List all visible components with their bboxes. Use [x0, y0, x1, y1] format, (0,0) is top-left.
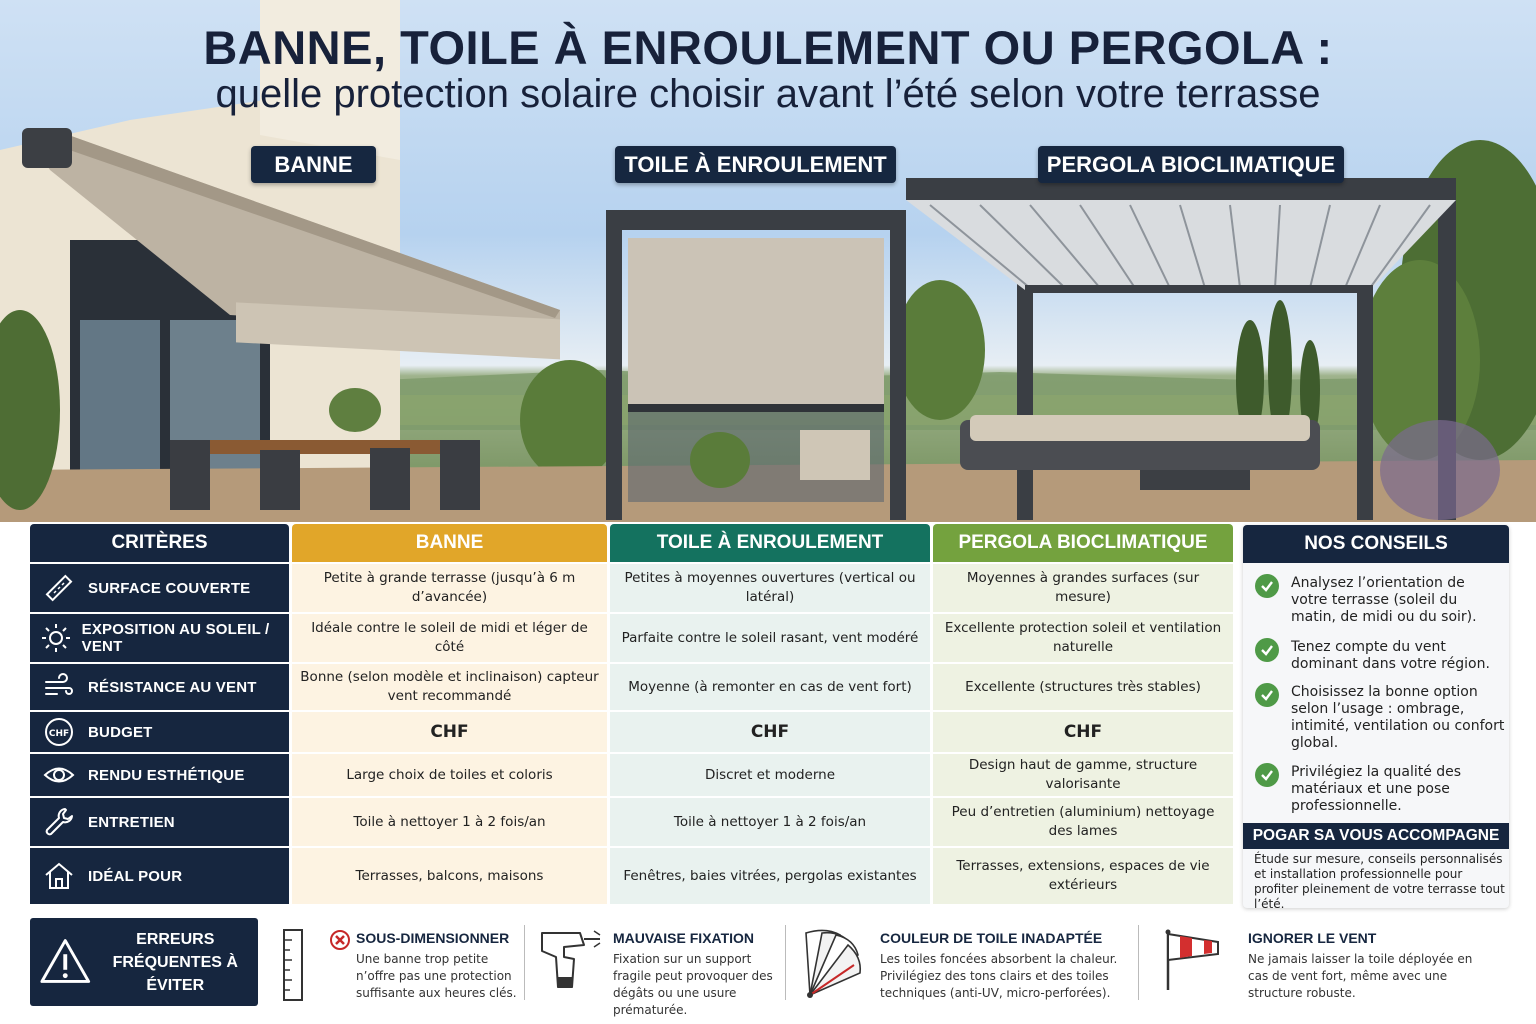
criteria-header: CRITÈRES	[30, 524, 289, 562]
criteria-row-exposition	[30, 614, 289, 664]
criteria-row-vent	[30, 664, 289, 712]
criteria-label: SURFACE COUVERTE	[88, 579, 251, 597]
accompany-text: Étude sur mesure, conseils personnalisés et installation professionnelle pour profiter pleinement de votre terrasse tout l’été.	[1254, 852, 1505, 911]
photo-label-pergola: PERGOLA BIOCLIMATIQUE	[1038, 146, 1344, 183]
column-header-toile: TOILE À ENROULEMENT	[610, 524, 930, 562]
mistake-item	[356, 930, 521, 1002]
photo-label-toile: TOILE À ENROULEMENT	[615, 146, 896, 183]
page-subtitle: quelle protection solaire choisir avant l’été selon votre terrasse	[215, 72, 1321, 116]
house-icon	[43, 860, 75, 892]
cell-pergola-exposition: Excellente protection soleil et ventilation naturelle	[933, 614, 1233, 664]
cell-banne-vent: Bonne (selon modèle et inclinaison) capteur vent recommandé	[292, 664, 607, 712]
criteria-label: BUDGET	[88, 723, 153, 741]
mistake-text: Une banne trop petite n’offre pas une protection suffisante aux heures clés.	[356, 952, 517, 1000]
mistake-item	[613, 930, 785, 1019]
wrench-icon	[43, 806, 75, 838]
accompany-title: POGAR SA VOUS ACCOMPAGNE	[1243, 823, 1509, 849]
check-icon	[1255, 574, 1279, 598]
check-icon	[1255, 683, 1279, 707]
mistake-item	[880, 930, 1130, 1002]
comparison-table	[30, 524, 1235, 904]
advice-tip	[1255, 764, 1505, 815]
criteria-row-esthetique	[30, 754, 289, 798]
wind-icon	[43, 671, 75, 703]
cell-pergola-surface: Moyennes à grandes surfaces (sur mesure)	[933, 564, 1233, 614]
advice-tip-text: Analysez l’orientation de votre terrasse (soleil du matin, de midi ou du soir).	[1291, 575, 1477, 625]
divider	[524, 925, 525, 1000]
cell-banne-ideal: Terrasses, balcons, maisons	[292, 848, 607, 904]
advice-title: NOS CONSEILS	[1243, 525, 1509, 563]
mistake-text: Fixation sur un support fragile peut provoquer des dégâts ou une usure prématurée.	[613, 952, 773, 1017]
cell-toile-vent: Moyenne (à remonter en cas de vent fort)	[610, 664, 930, 712]
criteria-label: IDÉAL POUR	[88, 867, 183, 885]
advice-panel	[1243, 525, 1509, 911]
eye-icon	[43, 759, 75, 791]
mistake-title: SOUS-DIMENSIONNER	[356, 930, 510, 946]
mistake-title: IGNORER LE VENT	[1248, 930, 1377, 946]
drill-icon	[534, 925, 606, 991]
advice-tip	[1255, 684, 1505, 752]
cell-toile-exposition: Parfaite contre le soleil rasant, vent modéré	[610, 614, 930, 664]
cell-toile-ideal: Fenêtres, baies vitrées, pergolas existantes	[610, 848, 930, 904]
criteria-row-budget	[30, 712, 289, 754]
criteria-label: EXPOSITION AU SOLEIL / VENT	[81, 621, 270, 655]
cell-pergola-budget: CHF	[933, 712, 1233, 754]
cell-pergola-entretien: Peu d’entretien (aluminium) nettoyage des lames	[933, 798, 1233, 848]
criteria-label: RÉSISTANCE AU VENT	[88, 678, 257, 696]
column-header-pergola: PERGOLA BIOCLIMATIQUE	[933, 524, 1233, 562]
ruler-icon	[43, 572, 75, 604]
cell-banne-surface: Petite à grande terrasse (jusqu’à 6 m d’avancée)	[292, 564, 607, 614]
photo-label-banne: BANNE	[251, 146, 376, 183]
errors-banner	[30, 918, 258, 1006]
criteria-label: RENDU ESTHÉTIQUE	[88, 766, 245, 784]
warning-icon	[38, 934, 93, 990]
mistake-item	[1248, 930, 1478, 1002]
advice-tip-text: Choisissez la bonne option selon l’usage : ombrage, intimité, ventilation ou confort global.	[1291, 684, 1505, 751]
advice-tip	[1255, 639, 1505, 673]
cell-banne-budget: CHF	[292, 712, 607, 754]
cell-banne-esthetique: Large choix de toiles et coloris	[292, 754, 607, 798]
column-header-banne: BANNE	[292, 524, 607, 562]
divider	[1138, 925, 1139, 1000]
advice-tip	[1255, 575, 1505, 626]
cell-toile-surface: Petites à moyennes ouvertures (vertical ou latéral)	[610, 564, 930, 614]
cell-banne-entretien: Toile à nettoyer 1 à 2 fois/an	[292, 798, 607, 848]
cell-banne-exposition: Idéale contre le soleil de midi et léger de côté	[292, 614, 607, 664]
cell-pergola-esthetique: Design haut de gamme, structure valorisante	[933, 754, 1233, 798]
chf-icon	[43, 716, 75, 748]
advice-tip-text: Tenez compte du vent dominant dans votre région.	[1291, 639, 1490, 672]
svg-text:CHF: CHF	[48, 729, 70, 739]
page-title: BANNE, TOILE À ENROULEMENT OU PERGOLA :	[203, 21, 1333, 74]
cell-toile-entretien: Toile à nettoyer 1 à 2 fois/an	[610, 798, 930, 848]
advice-tip-text: Privilégiez la qualité des matériaux et une pose professionnelle.	[1291, 764, 1462, 814]
criteria-row-ideal	[30, 848, 289, 904]
divider	[785, 925, 786, 1000]
errors-title: ERREURS FRÉQUENTES À ÉVITER	[112, 930, 238, 994]
fabric-swatch-icon	[796, 925, 868, 1001]
cell-pergola-vent: Excellente (structures très stables)	[933, 664, 1233, 712]
sun-icon	[40, 622, 72, 654]
cell-toile-budget: CHF	[610, 712, 930, 754]
cell-toile-esthetique: Discret et moderne	[610, 754, 930, 798]
mistake-text: Les toiles foncées absorbent la chaleur. Privilégiez des tons clairs et des toiles techniques (anti-UV, micro-perforées).	[880, 952, 1118, 1000]
criteria-label: ENTRETIEN	[88, 813, 175, 831]
cell-pergola-ideal: Terrasses, extensions, espaces de vie extérieurs	[933, 848, 1233, 904]
check-icon	[1255, 638, 1279, 662]
ruler-cross-icon	[276, 928, 356, 1002]
criteria-row-surface	[30, 564, 289, 614]
criteria-row-entretien	[30, 798, 289, 848]
mistake-text: Ne jamais laisser la toile déployée en cas de vent fort, même avec une structure robuste.	[1248, 952, 1473, 1000]
mistake-title: MAUVAISE FIXATION	[613, 930, 755, 946]
check-icon	[1255, 763, 1279, 787]
windsock-icon	[1160, 928, 1224, 992]
mistake-title: COULEUR DE TOILE INADAPTÉE	[880, 930, 1103, 946]
